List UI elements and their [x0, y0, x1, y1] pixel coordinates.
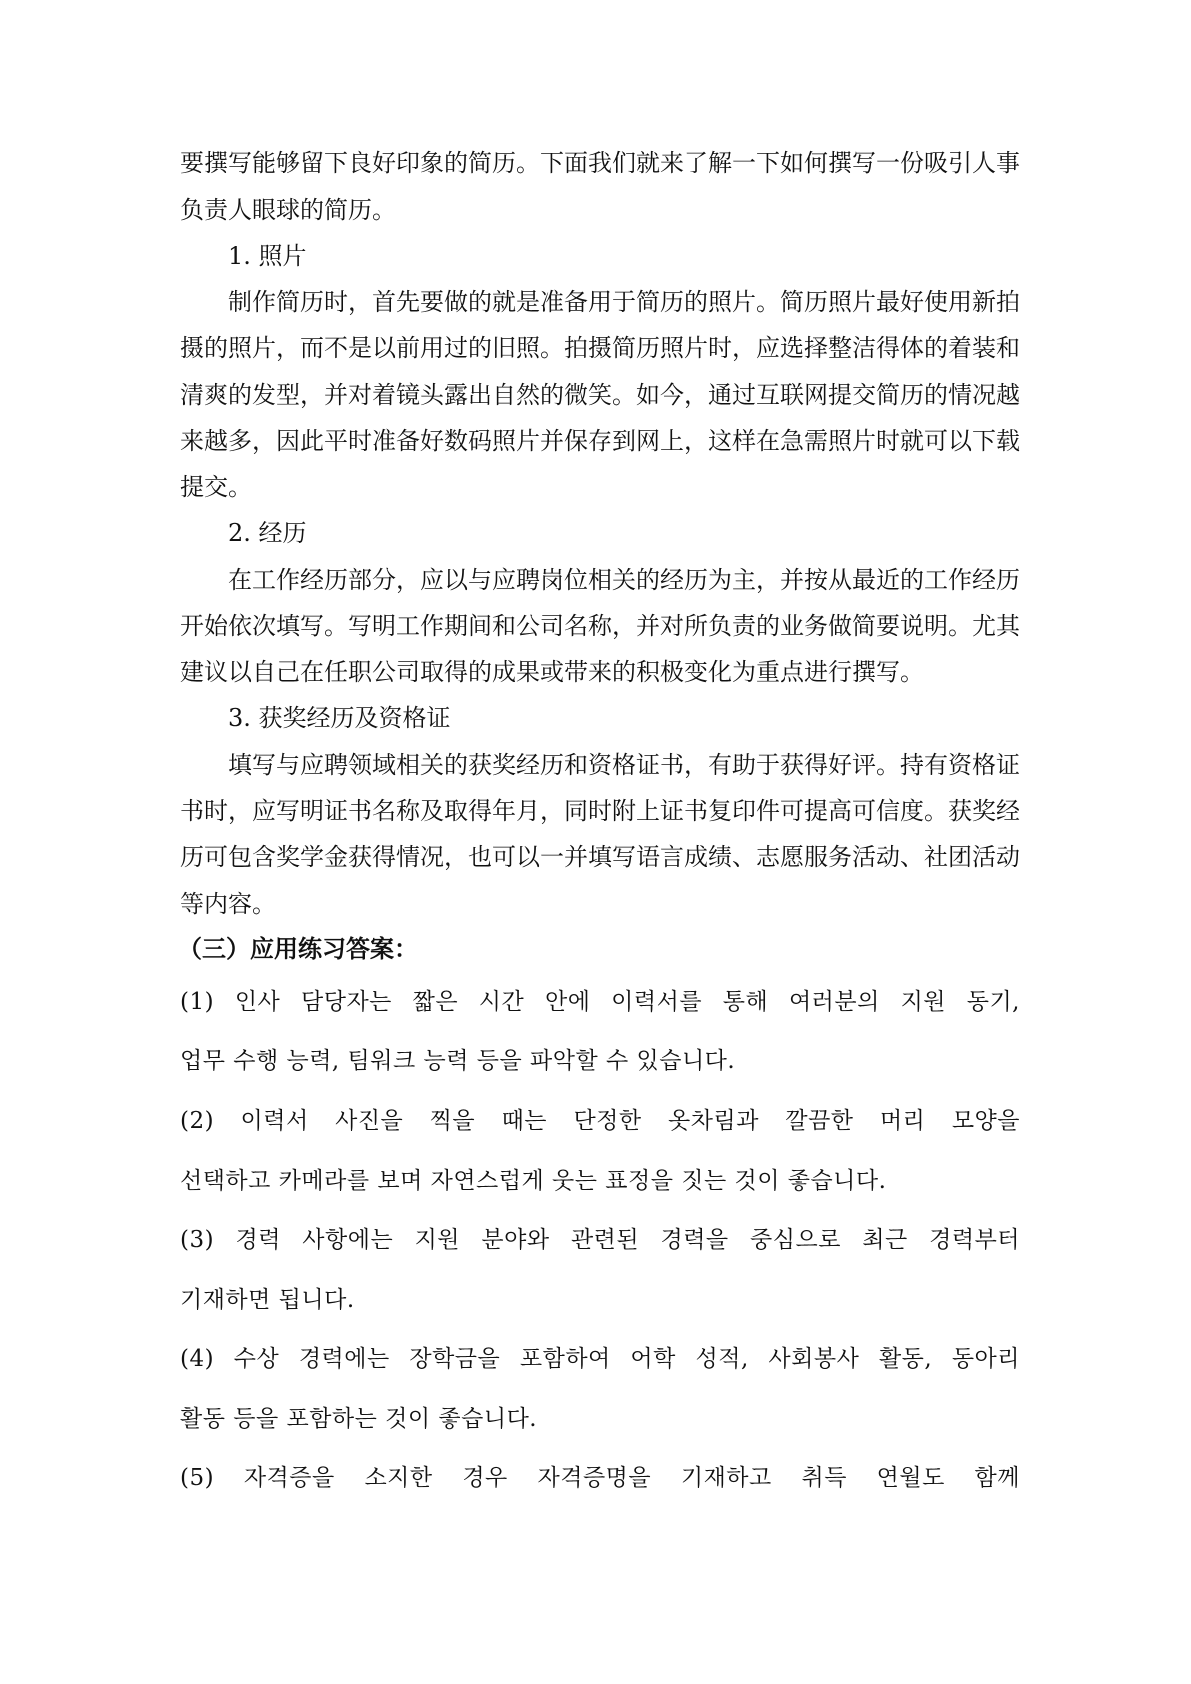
paragraph-line: 清爽的发型，并对着镜头露出自然的微笑。如今，通过互联网提交简历的情况越 [180, 381, 1020, 409]
answer-3-line: 기재하면 됩니다. [180, 1287, 355, 1313]
answer-4-line: 활동 등을 포함하는 것이 좋습니다. [180, 1406, 538, 1432]
answer-2-line: (2) 이력서 사진을 찍을 때는 단정한 옷차림과 깔끔한 머리 모양을 [180, 1108, 1020, 1134]
intro-line: 要撰写能够留下良好印象的简历。下面我们就来了解一下如何撰写一份吸引人事 [180, 149, 1020, 177]
paragraph-line: 制作简历时，首先要做的就是准备用于简历的照片。简历照片最好使用新拍 [228, 288, 1020, 316]
answer-2-line: 선택하고 카메라를 보며 자연스럽게 웃는 표정을 짓는 것이 좋습니다. [180, 1168, 887, 1194]
paragraph-line: 等内容。 [180, 890, 276, 918]
paragraph-line: 历可包含奖学金获得情况，也可以一并填写语言成绩、志愿服务活动、社团活动 [180, 843, 1020, 871]
paragraph-line: 填写与应聘领域相关的获奖经历和资格证书，有助于获得好评。持有资格证 [228, 751, 1020, 779]
answer-5-line: (5) 자격증을 소지한 경우 자격증명을 기재하고 취득 연월도 함께 [180, 1465, 1020, 1491]
answer-1-line: (1) 인사 담당자는 짧은 시간 안에 이력서를 통해 여러분의 지원 동기, [180, 989, 1020, 1015]
paragraph-line: 摄的照片，而不是以前用过的旧照。拍摄简历照片时，应选择整洁得体的着装和 [180, 334, 1020, 362]
answers-heading: （三）应用练习答案： [178, 935, 418, 963]
answer-1-line: 업무 수행 능력, 팀워크 능력 등을 파악할 수 있습니다. [180, 1048, 736, 1074]
paragraph-line: 开始依次填写。写明工作期间和公司名称，并对所负责的业务做简要说明。尤其 [180, 612, 1020, 640]
section-heading-awards: 3. 获奖经历及资格证 [228, 704, 451, 732]
paragraph-line: 提交。 [180, 473, 252, 501]
section-heading-photo: 1. 照片 [228, 242, 307, 270]
answer-4-line: (4) 수상 경력에는 장학금을 포함하여 어학 성적, 사회봉사 활동, 동아리 [180, 1346, 1020, 1372]
intro-line: 负责人眼球的简历。 [180, 196, 396, 224]
paragraph-line: 来越多，因此平时准备好数码照片并保存到网上，这样在急需照片时就可以下载 [180, 427, 1020, 455]
paragraph-line: 书时，应写明证书名称及取得年月，同时附上证书复印件可提高可信度。获奖经 [180, 797, 1020, 825]
answer-3-line: (3) 경력 사항에는 지원 분야와 관련된 경력을 중심으로 최근 경력부터 [180, 1227, 1020, 1253]
paragraph-line: 在工作经历部分，应以与应聘岗位相关的经历为主，并按从最近的工作经历 [228, 566, 1020, 594]
paragraph-line: 建议以自己在任职公司取得的成果或带来的积极变化为重点进行撰写。 [180, 658, 924, 686]
section-heading-experience: 2. 经历 [228, 519, 307, 547]
